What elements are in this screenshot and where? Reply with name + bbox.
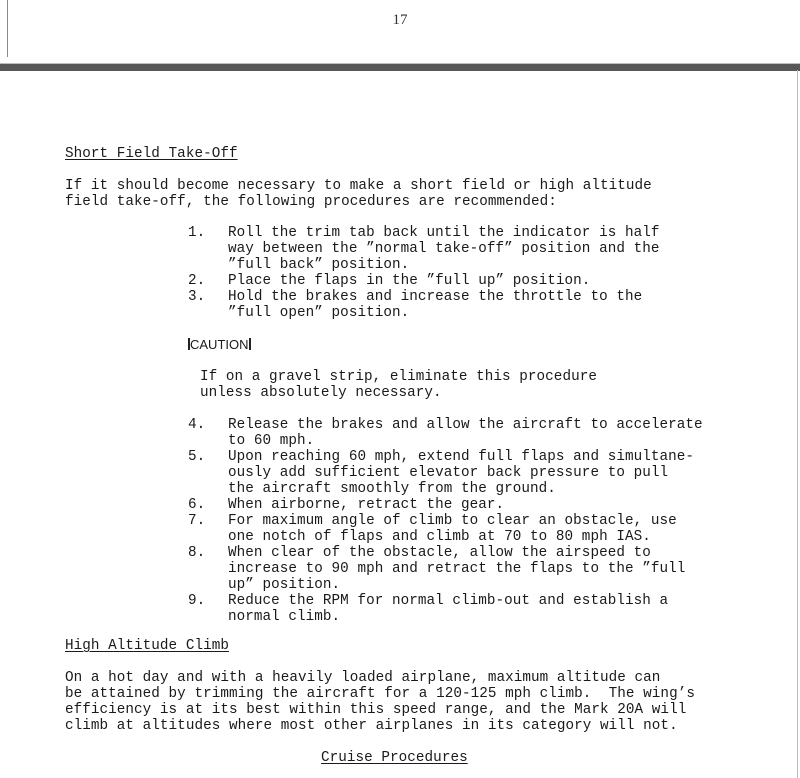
page-number: 17 (392, 12, 408, 28)
step-text: ”full open” position. (228, 305, 410, 321)
step-text: Reduce the RPM for normal climb-out and establish a (228, 593, 669, 609)
intro-line: If it should become necessary to make a short field or high altitude (65, 178, 652, 194)
page-divider (0, 63, 800, 71)
step-number: 1. (188, 225, 206, 241)
step-text: normal climb. (228, 609, 341, 625)
step-text: Place the flaps in the ”full up” position. (228, 273, 591, 289)
step-text: When airborne, retract the gear. (228, 497, 505, 513)
step-text: Release the brakes and allow the aircraft to accelerate (228, 417, 703, 433)
intro-line: field take-off, the following procedures are recommended: (65, 194, 557, 210)
section-heading-short-field: Short Field Take-Off (65, 146, 238, 162)
step-number: 6. (188, 497, 206, 513)
step-text: For maximum angle of climb to clear an obstacle, use (228, 513, 677, 529)
body-line: On a hot day and with a heavily loaded airplane, maximum altitude can (65, 670, 661, 686)
caution-label-text: CAUTION (190, 337, 249, 352)
step-text: Hold the brakes and increase the throttle to the (228, 289, 643, 305)
step-text: ously add sufficient elevator back pressure to pull (228, 465, 669, 481)
step-number: 7. (188, 513, 206, 529)
step-text: to 60 mph. (228, 433, 315, 449)
step-text: the aircraft smoothly from the ground. (228, 481, 556, 497)
step-number: 4. (188, 417, 206, 433)
body-line: efficiency is at its best within this speed range, and the Mark 20A will (65, 702, 687, 718)
step-number: 8. (188, 545, 206, 561)
page-header (0, 0, 800, 63)
step-text: increase to 90 mph and retract the flaps to the ”full (228, 561, 686, 577)
section-heading-cruise: Cruise Procedures (321, 750, 468, 766)
caution-text: unless absolutely necessary. (200, 385, 442, 401)
caution-text: If on a gravel strip, eliminate this procedure (200, 369, 597, 385)
body-line: be attained by trimming the aircraft for a 120-125 mph climb. The wing’s (65, 686, 695, 702)
step-text: up” position. (228, 577, 341, 593)
caution-bar-right (249, 338, 251, 350)
page-edge-line (797, 70, 798, 778)
step-text: Roll the trim tab back until the indicator is half (228, 225, 660, 241)
step-number: 5. (188, 449, 206, 465)
step-number: 9. (188, 593, 206, 609)
step-number: 3. (188, 289, 206, 305)
caution-label (188, 337, 251, 353)
step-text: one notch of flaps and climb at 70 to 80 mph IAS. (228, 529, 651, 545)
body-line: climb at altitudes where most other airplanes in its category will not. (65, 718, 678, 734)
section-heading-high-altitude: High Altitude Climb (65, 638, 229, 654)
step-text: ”full back” position. (228, 257, 410, 273)
step-text: When clear of the obstacle, allow the airspeed to (228, 545, 651, 561)
step-text: Upon reaching 60 mph, extend full flaps and simultane- (228, 449, 694, 465)
step-text: way between the ”normal take-off” position and the (228, 241, 660, 257)
step-number: 2. (188, 273, 206, 289)
